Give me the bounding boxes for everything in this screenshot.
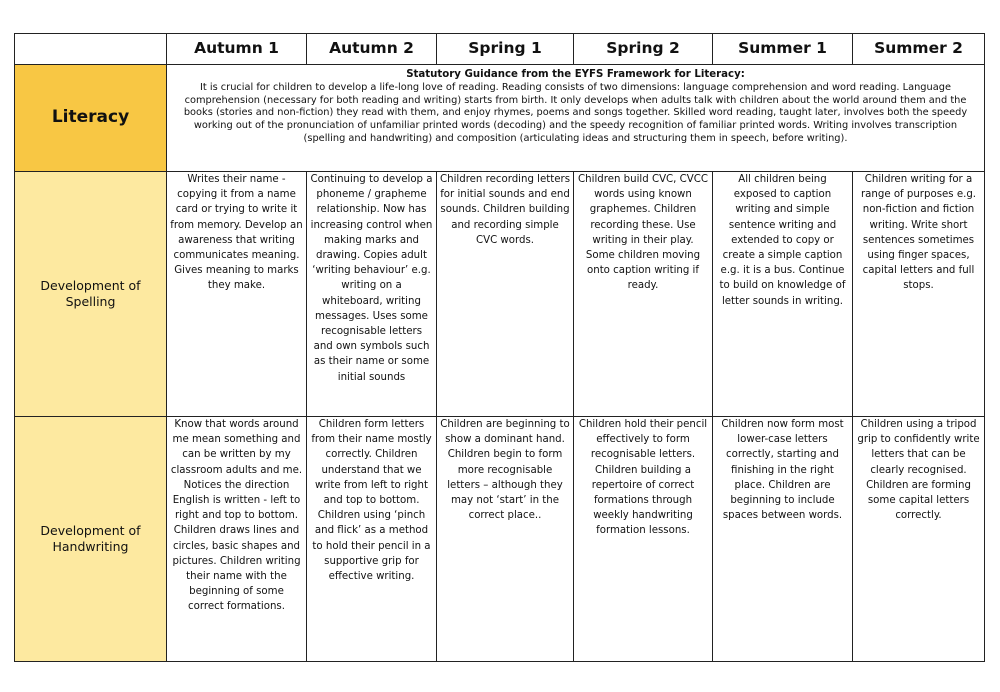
term-header-autumn-2: Autumn 2: [307, 34, 437, 65]
header-row: [15, 34, 985, 65]
term-header-spring-2: Spring 2: [574, 34, 713, 65]
term-header-summer-2: Summer 2: [853, 34, 985, 65]
literacy-heading: Literacy: [15, 65, 167, 172]
spelling-row: [15, 172, 985, 417]
term-header-spring-1: Spring 1: [437, 34, 574, 65]
guidance-text: It is crucial for children to develop a life-long love of reading. Reading consists of two dimensions: language comprehension and word reading. Language comprehension (necessary for both reading and writing) starts from birth. It only develops when adults talk with children about the world around them and the books (stories and non-fiction) they read with them, and enjoy rhymes, poems and songs together. Skilled word reading, taught later, involves both the speedy working out of the pronunciation of unfamiliar printed words (decoding) and the speedy recognition of familiar printed words. Writing involves transcription (spelling and handwriting) and composition (articulating ideas and structuring them in speech, before writing).: [183, 81, 968, 144]
term-header-summer-1: Summer 1: [713, 34, 853, 65]
term-header-autumn-1: Autumn 1: [167, 34, 307, 65]
handwriting-row-heading: Development of Handwriting: [15, 417, 167, 662]
spelling-summer-1: All children being exposed to caption writing and simple sentence writing and extended to copy or create a simple caption e.g. it is a bus. Continue to build on knowledge of letter sounds in writing.: [713, 172, 853, 417]
curriculum-table: [14, 33, 985, 662]
spelling-row-heading: Development of Spelling: [15, 172, 167, 417]
corner-cell: [15, 34, 167, 65]
handwriting-spring-1: Children are beginning to show a dominant hand. Children begin to form more recognisable letters – although they may not ‘start’ in the correct place..: [437, 417, 574, 662]
literacy-row: [15, 65, 985, 172]
handwriting-summer-2: Children using a tripod grip to confidently write letters that can be clearly recognised. Children are forming some capital letters correctly.: [853, 417, 985, 662]
handwriting-summer-1: Children now form most lower-case letters correctly, starting and finishing in the right place. Children are beginning to include spaces between words.: [713, 417, 853, 662]
statutory-guidance-cell: [167, 65, 985, 172]
spelling-spring-2: Children build CVC, CVCC words using known graphemes. Children recording these. Use writing in their play. Some children moving onto caption writing if ready.: [574, 172, 713, 417]
handwriting-row: [15, 417, 985, 662]
handwriting-autumn-2: Children form letters from their name mostly correctly. Children understand that we write from left to right and top to bottom. Children using ‘pinch and flick’ as a method to hold their pencil in a supportive grip for effective writing.: [307, 417, 437, 662]
spelling-spring-1: Children recording letters for initial sounds and end sounds. Children building and recording simple CVC words.: [437, 172, 574, 417]
guidance-title: Statutory Guidance from the EYFS Framework for Literacy:: [406, 69, 745, 80]
spelling-autumn-1: Writes their name - copying it from a name card or trying to write it from memory. Develop an awareness that writing communicates meaning. Gives meaning to marks they make.: [167, 172, 307, 417]
handwriting-autumn-1: Know that words around me mean something and can be written by my classroom adults and me. Notices the direction English is written - left to right and top to bottom. Children draws lines and circles, basic shapes and pictures. Children writing their name with the beginning of some correct formations.: [167, 417, 307, 662]
spelling-autumn-2: Continuing to develop a phoneme / grapheme relationship. Now has increasing control when making marks and drawing. Copies adult ‘writing behaviour’ e.g. writing on a whiteboard, writing messages. Uses some recognisable letters and own symbols such as their name or some initial sounds: [307, 172, 437, 417]
spelling-summer-2: Children writing for a range of purposes e.g. non-fiction and fiction writing. Write short sentences sometimes using finger spaces, capital letters and full stops.: [853, 172, 985, 417]
handwriting-spring-2: Children hold their pencil effectively to form recognisable letters. Children building a repertoire of correct formations through weekly handwriting formation lessons.: [574, 417, 713, 662]
